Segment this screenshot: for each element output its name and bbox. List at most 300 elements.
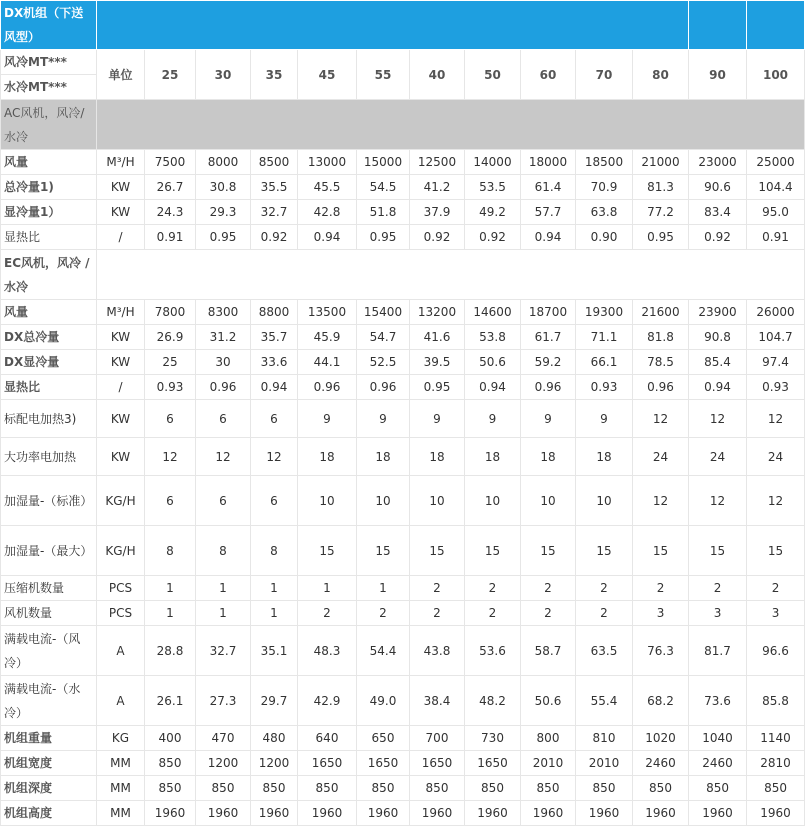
value-cell: 2010 xyxy=(521,751,576,776)
model-cell: 60 xyxy=(521,50,576,100)
value-cell: 7800 xyxy=(145,300,196,325)
value-cell: 12 xyxy=(689,400,747,438)
value-cell: 1960 xyxy=(196,801,251,826)
row-label: 加湿量-（最大） xyxy=(1,526,97,576)
value-cell: 0.91 xyxy=(145,225,196,250)
value-cell: 37.9 xyxy=(410,200,465,225)
value-cell: 15 xyxy=(633,526,689,576)
value-cell: 18 xyxy=(576,438,633,476)
value-cell: 0.90 xyxy=(576,225,633,250)
value-cell: 14600 xyxy=(465,300,521,325)
value-cell: 12 xyxy=(196,438,251,476)
table-row xyxy=(1,476,805,526)
row-label: 风量 xyxy=(1,150,97,175)
row-label: 显冷量1） xyxy=(1,200,97,225)
value-cell: 12 xyxy=(747,400,805,438)
value-cell: 0.92 xyxy=(689,225,747,250)
row-unit: KG/H xyxy=(97,526,145,576)
value-cell: 15 xyxy=(521,526,576,576)
value-cell: 6 xyxy=(196,476,251,526)
value-cell: 1960 xyxy=(689,801,747,826)
value-cell: 19300 xyxy=(576,300,633,325)
model-label-cell xyxy=(1,50,97,100)
value-cell: 12 xyxy=(145,438,196,476)
value-cell: 10 xyxy=(298,476,357,526)
table-row xyxy=(1,726,805,751)
value-cell: 12 xyxy=(689,476,747,526)
row-unit: M³/H xyxy=(97,150,145,175)
value-cell: 15 xyxy=(747,526,805,576)
value-cell: 15000 xyxy=(357,150,410,175)
value-cell: 42.9 xyxy=(298,676,357,726)
value-cell: 850 xyxy=(576,776,633,801)
value-cell: 15 xyxy=(689,526,747,576)
row-unit: KW xyxy=(97,175,145,200)
value-cell: 15400 xyxy=(357,300,410,325)
value-cell: 45.9 xyxy=(298,325,357,350)
value-cell: 2 xyxy=(410,576,465,601)
value-cell: 10 xyxy=(410,476,465,526)
value-cell: 1960 xyxy=(576,801,633,826)
model-cell: 45 xyxy=(298,50,357,100)
model-cell: 55 xyxy=(357,50,410,100)
value-cell: 2 xyxy=(521,601,576,626)
header-blank xyxy=(97,1,689,50)
value-cell: 15 xyxy=(576,526,633,576)
value-cell: 6 xyxy=(145,476,196,526)
value-cell: 24 xyxy=(747,438,805,476)
table-row xyxy=(1,526,805,576)
row-unit: MM xyxy=(97,801,145,826)
value-cell: 97.4 xyxy=(747,350,805,375)
row-label: 压缩机数量 xyxy=(1,576,97,601)
value-cell: 95.0 xyxy=(747,200,805,225)
row-unit: MM xyxy=(97,776,145,801)
model-cell: 80 xyxy=(633,50,689,100)
value-cell: 1 xyxy=(145,601,196,626)
row-unit: M³/H xyxy=(97,300,145,325)
value-cell: 24 xyxy=(689,438,747,476)
value-cell: 28.8 xyxy=(145,626,196,676)
value-cell: 14000 xyxy=(465,150,521,175)
value-cell: 53.8 xyxy=(465,325,521,350)
value-cell: 1960 xyxy=(521,801,576,826)
value-cell: 70.9 xyxy=(576,175,633,200)
row-unit: A xyxy=(97,626,145,676)
value-cell: 35.1 xyxy=(251,626,298,676)
value-cell: 18000 xyxy=(521,150,576,175)
table-row xyxy=(1,375,805,400)
value-cell: 0.94 xyxy=(465,375,521,400)
value-cell: 1 xyxy=(357,576,410,601)
row-unit: KW xyxy=(97,350,145,375)
row-unit: KW xyxy=(97,438,145,476)
value-cell: 850 xyxy=(521,776,576,801)
value-cell: 0.95 xyxy=(357,225,410,250)
row-unit: A xyxy=(97,676,145,726)
row-label: 满载电流-（风冷） xyxy=(1,626,97,676)
value-cell: 61.7 xyxy=(521,325,576,350)
value-cell: 0.93 xyxy=(747,375,805,400)
table-row xyxy=(1,200,805,225)
value-cell: 2 xyxy=(576,601,633,626)
air-cooled-model-label: 风冷MT*** xyxy=(1,50,96,75)
value-cell: 8800 xyxy=(251,300,298,325)
table-row xyxy=(1,325,805,350)
value-cell: 85.8 xyxy=(747,676,805,726)
value-cell: 1020 xyxy=(633,726,689,751)
value-cell: 8500 xyxy=(251,150,298,175)
value-cell: 26.1 xyxy=(145,676,196,726)
value-cell: 1 xyxy=(145,576,196,601)
value-cell: 10 xyxy=(576,476,633,526)
value-cell: 81.8 xyxy=(633,325,689,350)
value-cell: 53.5 xyxy=(465,175,521,200)
row-label: 机组高度 xyxy=(1,801,97,826)
table-row xyxy=(1,300,805,325)
value-cell: 9 xyxy=(576,400,633,438)
table-row xyxy=(1,350,805,375)
value-cell: 1960 xyxy=(410,801,465,826)
value-cell: 1650 xyxy=(465,751,521,776)
row-unit: / xyxy=(97,375,145,400)
value-cell: 12500 xyxy=(410,150,465,175)
value-cell: 0.93 xyxy=(145,375,196,400)
value-cell: 13000 xyxy=(298,150,357,175)
value-cell: 1960 xyxy=(145,801,196,826)
value-cell: 640 xyxy=(298,726,357,751)
section-row-ec xyxy=(1,250,805,300)
value-cell: 0.94 xyxy=(689,375,747,400)
row-label: 机组宽度 xyxy=(1,751,97,776)
value-cell: 43.8 xyxy=(410,626,465,676)
value-cell: 54.4 xyxy=(357,626,410,676)
table-row xyxy=(1,438,805,476)
value-cell: 25 xyxy=(145,350,196,375)
value-cell: 850 xyxy=(410,776,465,801)
value-cell: 9 xyxy=(410,400,465,438)
value-cell: 700 xyxy=(410,726,465,751)
value-cell: 18500 xyxy=(576,150,633,175)
value-cell: 1200 xyxy=(251,751,298,776)
model-cell: 70 xyxy=(576,50,633,100)
value-cell: 29.3 xyxy=(196,200,251,225)
value-cell: 85.4 xyxy=(689,350,747,375)
water-cooled-model-label: 水冷MT*** xyxy=(4,80,67,94)
value-cell: 96.6 xyxy=(747,626,805,676)
table-row xyxy=(1,626,805,676)
value-cell: 81.7 xyxy=(689,626,747,676)
value-cell: 21600 xyxy=(633,300,689,325)
value-cell: 1650 xyxy=(298,751,357,776)
table-row xyxy=(1,801,805,826)
value-cell: 90.6 xyxy=(689,175,747,200)
value-cell: 0.94 xyxy=(521,225,576,250)
value-cell: 810 xyxy=(576,726,633,751)
table-row xyxy=(1,225,805,250)
value-cell: 6 xyxy=(145,400,196,438)
value-cell: 800 xyxy=(521,726,576,751)
row-unit: MM xyxy=(97,751,145,776)
value-cell: 1650 xyxy=(410,751,465,776)
value-cell: 18 xyxy=(521,438,576,476)
value-cell: 0.92 xyxy=(251,225,298,250)
value-cell: 1 xyxy=(196,601,251,626)
value-cell: 18 xyxy=(357,438,410,476)
model-cell: 25 xyxy=(145,50,196,100)
value-cell: 104.7 xyxy=(747,325,805,350)
value-cell: 26.7 xyxy=(145,175,196,200)
value-cell: 0.96 xyxy=(521,375,576,400)
value-cell: 73.6 xyxy=(689,676,747,726)
value-cell: 1960 xyxy=(633,801,689,826)
value-cell: 18700 xyxy=(521,300,576,325)
value-cell: 0.92 xyxy=(465,225,521,250)
row-label: 显热比 xyxy=(1,375,97,400)
value-cell: 9 xyxy=(521,400,576,438)
value-cell: 18 xyxy=(410,438,465,476)
value-cell: 7500 xyxy=(145,150,196,175)
value-cell: 850 xyxy=(298,776,357,801)
value-cell: 10 xyxy=(465,476,521,526)
value-cell: 57.7 xyxy=(521,200,576,225)
value-cell: 15 xyxy=(357,526,410,576)
value-cell: 2460 xyxy=(689,751,747,776)
value-cell: 41.2 xyxy=(410,175,465,200)
value-cell: 0.96 xyxy=(196,375,251,400)
value-cell: 51.8 xyxy=(357,200,410,225)
value-cell: 850 xyxy=(465,776,521,801)
value-cell: 2 xyxy=(410,601,465,626)
value-cell: 12 xyxy=(633,400,689,438)
value-cell: 48.3 xyxy=(298,626,357,676)
section-row-ac xyxy=(1,100,805,150)
value-cell: 12 xyxy=(633,476,689,526)
value-cell: 27.3 xyxy=(196,676,251,726)
value-cell: 31.2 xyxy=(196,325,251,350)
row-label: 机组深度 xyxy=(1,776,97,801)
section-label-ac: AC风机，风冷/水冷 xyxy=(1,100,97,150)
value-cell: 52.5 xyxy=(357,350,410,375)
value-cell: 1 xyxy=(251,576,298,601)
model-cell: 35 xyxy=(251,50,298,100)
value-cell: 83.4 xyxy=(689,200,747,225)
value-cell: 41.6 xyxy=(410,325,465,350)
row-label: 风机数量 xyxy=(1,601,97,626)
table-row xyxy=(1,601,805,626)
value-cell: 2 xyxy=(633,576,689,601)
value-cell: 58.7 xyxy=(521,626,576,676)
row-label: 机组重量 xyxy=(1,726,97,751)
value-cell: 63.5 xyxy=(576,626,633,676)
row-unit: KG xyxy=(97,726,145,751)
value-cell: 1 xyxy=(298,576,357,601)
value-cell: 6 xyxy=(251,476,298,526)
value-cell: 0.96 xyxy=(357,375,410,400)
value-cell: 2 xyxy=(298,601,357,626)
row-label: DX显冷量 xyxy=(1,350,97,375)
value-cell: 2 xyxy=(465,576,521,601)
value-cell: 35.7 xyxy=(251,325,298,350)
table-row xyxy=(1,751,805,776)
value-cell: 8300 xyxy=(196,300,251,325)
value-cell: 8 xyxy=(251,526,298,576)
value-cell: 24.3 xyxy=(145,200,196,225)
value-cell: 10 xyxy=(521,476,576,526)
table-row xyxy=(1,150,805,175)
value-cell: 8 xyxy=(196,526,251,576)
table-header-row xyxy=(1,1,805,50)
value-cell: 50.6 xyxy=(465,350,521,375)
value-cell: 54.7 xyxy=(357,325,410,350)
value-cell: 12 xyxy=(747,476,805,526)
model-cell: 30 xyxy=(196,50,251,100)
value-cell: 0.96 xyxy=(298,375,357,400)
value-cell: 1140 xyxy=(747,726,805,751)
value-cell: 26000 xyxy=(747,300,805,325)
value-cell: 850 xyxy=(689,776,747,801)
value-cell: 35.5 xyxy=(251,175,298,200)
value-cell: 25000 xyxy=(747,150,805,175)
value-cell: 0.92 xyxy=(410,225,465,250)
header-blank xyxy=(689,1,747,50)
value-cell: 2 xyxy=(689,576,747,601)
value-cell: 2460 xyxy=(633,751,689,776)
row-label: 标配电加热3) xyxy=(1,400,97,438)
model-cell: 40 xyxy=(410,50,465,100)
value-cell: 15 xyxy=(465,526,521,576)
value-cell: 0.91 xyxy=(747,225,805,250)
value-cell: 54.5 xyxy=(357,175,410,200)
value-cell: 400 xyxy=(145,726,196,751)
row-unit: PCS xyxy=(97,601,145,626)
value-cell: 0.95 xyxy=(410,375,465,400)
row-unit: / xyxy=(97,225,145,250)
value-cell: 850 xyxy=(145,751,196,776)
model-cell: 90 xyxy=(689,50,747,100)
value-cell: 23000 xyxy=(689,150,747,175)
row-label: 风量 xyxy=(1,300,97,325)
value-cell: 29.7 xyxy=(251,676,298,726)
value-cell: 2810 xyxy=(747,751,805,776)
value-cell: 63.8 xyxy=(576,200,633,225)
value-cell: 55.4 xyxy=(576,676,633,726)
value-cell: 1200 xyxy=(196,751,251,776)
value-cell: 30 xyxy=(196,350,251,375)
value-cell: 33.6 xyxy=(251,350,298,375)
value-cell: 9 xyxy=(465,400,521,438)
value-cell: 9 xyxy=(298,400,357,438)
value-cell: 0.95 xyxy=(196,225,251,250)
value-cell: 1960 xyxy=(747,801,805,826)
value-cell: 3 xyxy=(689,601,747,626)
value-cell: 81.3 xyxy=(633,175,689,200)
row-label: 加湿量-（标准） xyxy=(1,476,97,526)
value-cell: 480 xyxy=(251,726,298,751)
value-cell: 44.1 xyxy=(298,350,357,375)
value-cell: 42.8 xyxy=(298,200,357,225)
row-unit: PCS xyxy=(97,576,145,601)
value-cell: 13200 xyxy=(410,300,465,325)
value-cell: 32.7 xyxy=(251,200,298,225)
row-unit: KG/H xyxy=(97,476,145,526)
value-cell: 104.4 xyxy=(747,175,805,200)
value-cell: 0.95 xyxy=(633,225,689,250)
value-cell: 38.4 xyxy=(410,676,465,726)
model-cell: 100 xyxy=(747,50,805,100)
row-unit: KW xyxy=(97,400,145,438)
value-cell: 18 xyxy=(465,438,521,476)
model-row xyxy=(1,50,805,100)
value-cell: 26.9 xyxy=(145,325,196,350)
value-cell: 2010 xyxy=(576,751,633,776)
value-cell: 1960 xyxy=(357,801,410,826)
value-cell: 76.3 xyxy=(633,626,689,676)
value-cell: 13500 xyxy=(298,300,357,325)
value-cell: 12 xyxy=(251,438,298,476)
table-title: DX机组（下送风型） xyxy=(1,1,97,50)
value-cell: 1650 xyxy=(357,751,410,776)
value-cell: 1 xyxy=(251,601,298,626)
value-cell: 50.6 xyxy=(521,676,576,726)
header-blank xyxy=(747,1,805,50)
table-row xyxy=(1,576,805,601)
value-cell: 61.4 xyxy=(521,175,576,200)
value-cell: 2 xyxy=(747,576,805,601)
row-label: 总冷量1) xyxy=(1,175,97,200)
value-cell: 32.7 xyxy=(196,626,251,676)
value-cell: 66.1 xyxy=(576,350,633,375)
row-label: 显热比 xyxy=(1,225,97,250)
value-cell: 23900 xyxy=(689,300,747,325)
value-cell: 850 xyxy=(633,776,689,801)
value-cell: 1960 xyxy=(465,801,521,826)
value-cell: 8 xyxy=(145,526,196,576)
value-cell: 0.94 xyxy=(298,225,357,250)
section-label-ec: EC风机，风冷 / 水冷 xyxy=(1,250,97,300)
value-cell: 49.2 xyxy=(465,200,521,225)
value-cell: 8000 xyxy=(196,150,251,175)
value-cell: 0.93 xyxy=(576,375,633,400)
value-cell: 0.94 xyxy=(251,375,298,400)
row-unit: KW xyxy=(97,200,145,225)
value-cell: 850 xyxy=(357,776,410,801)
value-cell: 39.5 xyxy=(410,350,465,375)
value-cell: 1 xyxy=(196,576,251,601)
value-cell: 6 xyxy=(251,400,298,438)
value-cell: 1960 xyxy=(251,801,298,826)
value-cell: 2 xyxy=(465,601,521,626)
value-cell: 15 xyxy=(410,526,465,576)
value-cell: 850 xyxy=(251,776,298,801)
value-cell: 850 xyxy=(145,776,196,801)
model-cell: 50 xyxy=(465,50,521,100)
value-cell: 49.0 xyxy=(357,676,410,726)
value-cell: 90.8 xyxy=(689,325,747,350)
value-cell: 2 xyxy=(521,576,576,601)
unit-header: 单位 xyxy=(97,50,145,100)
value-cell: 850 xyxy=(196,776,251,801)
value-cell: 21000 xyxy=(633,150,689,175)
value-cell: 18 xyxy=(298,438,357,476)
table-row xyxy=(1,175,805,200)
value-cell: 730 xyxy=(465,726,521,751)
value-cell: 24 xyxy=(633,438,689,476)
value-cell: 6 xyxy=(196,400,251,438)
value-cell: 45.5 xyxy=(298,175,357,200)
value-cell: 2 xyxy=(576,576,633,601)
table-row xyxy=(1,400,805,438)
